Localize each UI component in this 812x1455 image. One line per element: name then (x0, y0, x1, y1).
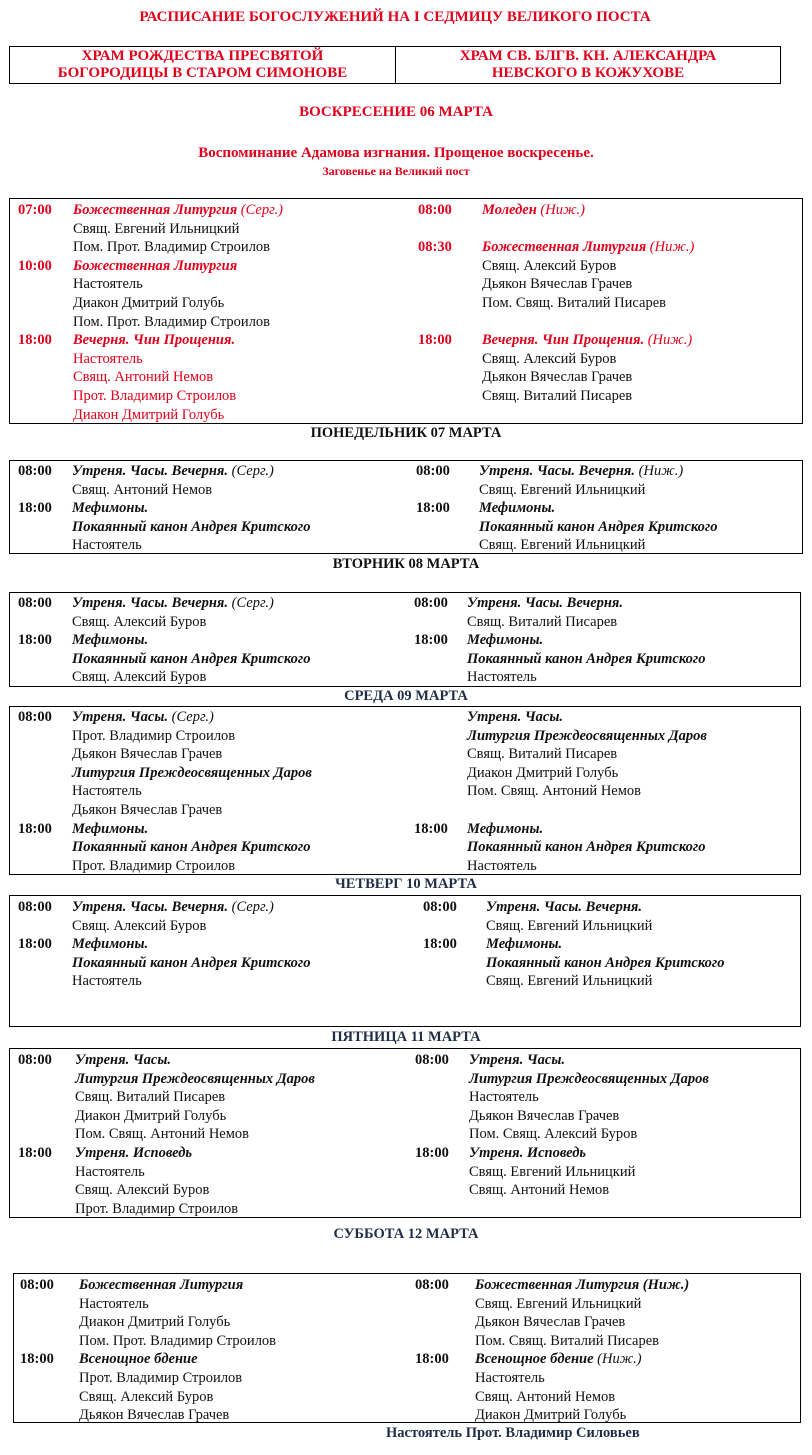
tue-left-row (72, 613, 206, 632)
clergy-name: Свящ. Алексий Буров (79, 1388, 214, 1405)
clergy-name: Свящ. Антоний Немов (72, 481, 213, 498)
clergy-name: Диакон Дмитрий Голубь (73, 406, 225, 423)
clergy-name: Свящ. Алексий Буров (482, 257, 617, 274)
clergy-name: Свящ. Алексий Буров (72, 613, 207, 630)
thu-right-time: 18:00 (423, 936, 457, 953)
tue-right-row (467, 631, 543, 650)
clergy-name: Настоятель (467, 857, 537, 874)
fri-right-row (469, 1144, 586, 1163)
service-name: Божественная Литургия (73, 257, 238, 274)
sat-left-row (79, 1388, 213, 1407)
clergy-name: Свящ. Евгений Ильницкий (479, 537, 646, 554)
fri-left-time: 08:00 (18, 1052, 52, 1068)
sun-left-row (73, 350, 143, 369)
footer-rector: Настоятель Прот. Владимир Силовьев (386, 1425, 640, 1441)
mon-right-row (479, 481, 645, 500)
fri-left-row (75, 1107, 226, 1126)
wed-left-row (72, 820, 148, 839)
page-title: РАСПИСАНИЕ БОГОСЛУЖЕНИЙ НА I СЕДМИЦУ ВЕЛИКОГО ПОСТА (139, 9, 651, 25)
sat-right-time: 18:00 (415, 1351, 449, 1368)
clergy-name: Настоятель (73, 276, 143, 293)
tue-right-row (467, 668, 537, 687)
clergy-name: Пом. Свящ. Антоний Немов (467, 783, 641, 800)
service-name: Мефимоны. (467, 820, 544, 837)
wed-left-row (72, 857, 235, 876)
clergy-name: Свящ. Алексий Буров (72, 669, 207, 686)
clergy-name: Свящ. Виталий Писарев (467, 613, 618, 630)
sat-right-row (475, 1332, 659, 1351)
temple-note: (Серг.) (168, 709, 214, 725)
temple-note: (Ниж.) (593, 1351, 642, 1368)
sat-right-row (475, 1406, 626, 1425)
fri-right-time: 08:00 (415, 1052, 449, 1068)
sat-right-row (475, 1369, 545, 1388)
service-name: Утреня. Часы. Вечерня. (486, 899, 643, 915)
thu-right-row (486, 935, 562, 954)
sun-left-row (73, 406, 224, 425)
tue-left-row (72, 631, 148, 650)
clergy-name: Прот. Владимир Строилов (75, 1200, 239, 1217)
service-name: Утреня. Часы. (75, 1052, 172, 1068)
service-name: Покаянный канон Андрея Критского (72, 954, 311, 971)
mon-left-row (72, 462, 274, 481)
church-right-line-2: НЕВСКОГО В КОЖУХОВЕ (491, 65, 685, 81)
fri-left-row (75, 1144, 192, 1163)
service-name: Покаянный канон Андрея Критского (467, 650, 706, 667)
mon-right-row (479, 536, 645, 555)
service-name: Литургия Преждеосвященных Даров (75, 1070, 315, 1087)
sun-left-row (73, 238, 270, 257)
mon-right-time: 18:00 (416, 500, 450, 517)
temple-note: (Ниж.) (646, 239, 695, 256)
sat-left-row (79, 1350, 198, 1369)
service-name: Мефимоны. (72, 820, 149, 837)
fri-right-time: 18:00 (415, 1145, 449, 1161)
wed-left-row (72, 838, 311, 857)
sun-left-row (73, 313, 270, 332)
mon-left-row (72, 499, 148, 518)
wed-right-row (467, 745, 617, 764)
clergy-name: Пом. Свящ. Виталий Писарев (482, 295, 666, 311)
temple-note: (Ниж.) (644, 332, 693, 349)
sun-left-row (73, 294, 224, 313)
clergy-name: Диакон Дмитрий Голубь (475, 1407, 627, 1424)
church-left-cell (10, 47, 396, 83)
sun-left-row (73, 257, 237, 276)
day-title-thursday: ЧЕТВЕРГ 10 МАРТА (335, 876, 477, 892)
sun-right-time: 08:30 (418, 239, 452, 256)
service-name: Утреня. Часы. Вечерня. (72, 463, 229, 479)
sun-left-row (73, 331, 235, 350)
sat-right-row (475, 1313, 625, 1332)
fri-left-row (75, 1181, 209, 1200)
service-name: Покаянный канон Андрея Критского (467, 839, 706, 856)
clergy-name: Прот. Владимир Строилов (72, 857, 236, 874)
thu-left-row (72, 917, 206, 936)
sat-left-row (79, 1295, 149, 1314)
service-name: Мефимоны. (479, 500, 556, 517)
fri-right-row (469, 1107, 619, 1126)
sun-left-row (73, 275, 143, 294)
fri-right-row (469, 1070, 709, 1089)
wed-left-row (72, 727, 235, 746)
fri-left-row (75, 1070, 315, 1089)
wed-right-row (467, 727, 707, 746)
service-name: Мефимоны. (72, 936, 149, 953)
tue-left-row (72, 668, 206, 687)
mon-right-row (479, 499, 555, 518)
clergy-name: Свящ. Виталий Писарев (75, 1089, 226, 1106)
sunday-subtitle: Заговенье на Великий пост (322, 164, 470, 178)
clergy-name: Пом. Свящ. Виталий Писарев (475, 1332, 659, 1349)
tue-right-time: 08:00 (414, 595, 448, 611)
clergy-name: Свящ. Антоний Немов (475, 1388, 616, 1405)
day-title-tuesday: ВТОРНИК 08 МАРТА (332, 556, 480, 572)
service-name: Утреня. Часы. Вечерня. (72, 595, 229, 611)
sat-right-row (475, 1388, 615, 1407)
sat-left-row (79, 1369, 242, 1388)
service-name: Утреня. Исповедь (75, 1145, 193, 1161)
fri-right-row (469, 1181, 609, 1200)
wed-left-time: 18:00 (18, 820, 52, 837)
sun-right-row (482, 257, 616, 276)
thu-right-row (486, 917, 652, 936)
service-name: Вечерня. Чин Прощения. (73, 332, 236, 349)
clergy-name: Дьякон Вячеслав Грачев (79, 1407, 230, 1424)
sun-right-row (482, 275, 632, 294)
service-name: Вечерня. Чин Прощения. (482, 332, 645, 349)
thu-left-time: 18:00 (18, 936, 52, 953)
fri-left-time: 18:00 (18, 1145, 52, 1161)
clergy-name: Настоятель (72, 537, 142, 554)
sun-right-time: 18:00 (418, 332, 452, 349)
sat-right-row (475, 1295, 641, 1314)
service-name: Покаянный канон Андрея Критского (72, 518, 311, 535)
clergy-name: Свящ. Евгений Ильницкий (73, 220, 240, 237)
sat-left-row (79, 1276, 243, 1295)
clergy-name: Свящ. Антоний Немов (469, 1182, 610, 1199)
service-name: Покаянный канон Андрея Критского (486, 954, 725, 971)
service-name: Утреня. Часы. (467, 709, 564, 725)
service-name: Утреня. Часы. Вечерня. (467, 595, 624, 611)
wed-right-row (467, 708, 563, 727)
service-name: Покаянный канон Андрея Критского (72, 650, 311, 667)
sat-right-time: 08:00 (415, 1277, 449, 1293)
temple-note: (Ниж.) (635, 463, 684, 479)
clergy-name: Свящ. Виталий Писарев (482, 388, 633, 404)
fri-left-row (75, 1051, 171, 1070)
service-name: Всенощное бдение (475, 1351, 594, 1368)
fri-right-row (469, 1163, 635, 1182)
clergy-name: Диакон Дмитрий Голубь (73, 295, 225, 311)
tue-right-time: 18:00 (414, 632, 448, 649)
temple-note: (Серг.) (237, 202, 284, 218)
fri-left-row (75, 1088, 225, 1107)
mon-left-row (72, 536, 142, 555)
clergy-name: Пом. Прот. Владимир Строилов (73, 313, 271, 330)
sun-left-time: 07:00 (18, 202, 52, 218)
clergy-name: Прот. Владимир Строилов (73, 388, 237, 404)
sat-right-row (475, 1276, 689, 1295)
clergy-name: Свящ. Евгений Ильницкий (469, 1163, 636, 1180)
day-title-monday: ПОНЕДЕЛЬНИК 07 МАРТА (310, 425, 502, 441)
clergy-name: Дьякон Вячеслав Грачев (469, 1107, 620, 1124)
church-left-line-1: ХРАМ РОЖДЕСТВА ПРЕСВЯТОЙ (81, 48, 324, 64)
service-name: Мефимоны. (72, 500, 149, 517)
mon-left-row (72, 481, 212, 500)
clergy-name: Свящ. Антоний Немов (73, 369, 214, 386)
sun-right-row (482, 331, 692, 350)
service-name: Литургия Преждеосвященных Даров (469, 1070, 709, 1087)
temple-note: (Серг.) (228, 463, 274, 479)
tue-right-row (467, 650, 706, 669)
wed-right-time: 18:00 (414, 820, 448, 837)
service-name: Моледен (482, 202, 537, 218)
mon-right-row (479, 518, 718, 537)
clergy-name: Диакон Дмитрий Голубь (79, 1314, 231, 1331)
temple-note: (Серг.) (228, 899, 274, 915)
mon-right-time: 08:00 (416, 463, 450, 479)
mon-left-time: 08:00 (18, 463, 52, 479)
clergy-name: Настоятель (469, 1089, 539, 1106)
service-name: Всенощное бдение (79, 1351, 198, 1368)
service-name: Божественная Литургия (Ниж.) (475, 1277, 690, 1293)
wed-left-row (72, 801, 222, 820)
sun-left-time: 10:00 (18, 257, 52, 274)
service-name: Утреня. Часы. (72, 709, 169, 725)
service-name: Утреня. Часы. (469, 1052, 566, 1068)
sun-right-row (482, 350, 616, 369)
sun-right-time: 08:00 (418, 202, 452, 218)
thu-right-row (486, 898, 642, 917)
fri-right-row (469, 1125, 637, 1144)
clergy-name: Свящ. Алексий Буров (75, 1182, 210, 1199)
thu-right-time: 08:00 (423, 899, 457, 915)
clergy-name: Настоятель (79, 1295, 149, 1312)
service-name: Утреня. Исповедь (469, 1145, 587, 1161)
clergy-name: Дьякон Вячеслав Грачев (72, 802, 223, 818)
clergy-name: Диакон Дмитрий Голубь (75, 1107, 227, 1124)
clergy-name: Настоятель (73, 350, 143, 367)
service-name: Литургия Преждеосвященных Даров (72, 764, 312, 781)
sun-right-row (482, 387, 632, 406)
clergy-name: Свящ. Виталий Писарев (467, 746, 618, 763)
clergy-name: Пом. Свящ. Алексий Буров (469, 1126, 638, 1143)
fri-left-row (75, 1200, 238, 1219)
fri-right-row (469, 1051, 565, 1070)
service-name: Божественная Литургия (482, 239, 647, 256)
clergy-name: Свящ. Алексий Буров (482, 350, 617, 367)
clergy-name: Свящ. Евгений Ильницкий (475, 1295, 642, 1312)
sun-left-row (73, 368, 213, 387)
tue-left-time: 08:00 (18, 595, 52, 611)
day-title-wednesday: СРЕДА 09 МАРТА (344, 688, 468, 704)
wed-left-row (72, 782, 142, 801)
clergy-name: Прот. Владимир Строилов (72, 727, 236, 744)
wed-right-row (467, 838, 706, 857)
clergy-name: Пом. Прот. Владимир Строилов (79, 1332, 277, 1349)
service-name: Мефимоны. (72, 632, 149, 649)
thu-left-time: 08:00 (18, 899, 52, 915)
thu-left-row (72, 954, 311, 973)
service-name: Покаянный канон Андрея Критского (479, 518, 718, 535)
temple-note: (Ниж.) (536, 202, 585, 218)
tue-left-row (72, 650, 311, 669)
service-name: Литургия Преждеосвященных Даров (467, 727, 707, 744)
sun-left-row (73, 220, 239, 239)
wed-right-row (467, 764, 618, 783)
day-title-saturday: СУББОТА 12 МАРТА (333, 1226, 479, 1242)
clergy-name: Диакон Дмитрий Голубь (467, 764, 619, 781)
wed-right-row (467, 820, 543, 839)
service-name: Божественная Литургия (73, 202, 238, 218)
clergy-name: Свящ. Евгений Ильницкий (479, 481, 646, 498)
clergy-name: Настоятель (72, 973, 142, 990)
sun-right-row (482, 238, 694, 257)
clergy-name: Свящ. Евгений Ильницкий (486, 973, 653, 990)
sunday-feast: Воспоминание Адамова изгнания. Прощеное воскресенье. (198, 145, 594, 161)
clergy-name: Настоятель (467, 669, 537, 686)
service-name: Утреня. Часы. Вечерня. (479, 463, 636, 479)
wed-left-row (72, 708, 214, 727)
sat-left-time: 08:00 (20, 1277, 54, 1293)
sun-right-row (482, 294, 666, 313)
wed-left-time: 08:00 (18, 709, 52, 725)
sat-left-row (79, 1406, 229, 1425)
service-name: Мефимоны. (467, 632, 544, 649)
fri-right-row (469, 1088, 539, 1107)
clergy-name: Пом. Свящ. Антоний Немов (75, 1126, 249, 1143)
tue-left-time: 18:00 (18, 632, 52, 649)
day-title-friday: ПЯТНИЦА 11 МАРТА (331, 1029, 481, 1045)
temple-note: (Серг.) (228, 595, 274, 611)
sun-left-time: 18:00 (18, 332, 52, 349)
clergy-name: Настоятель (72, 783, 142, 800)
sun-right-row (482, 368, 632, 387)
service-name: Утреня. Часы. Вечерня. (72, 899, 229, 915)
church-left-line-2: БОГОРОДИЦЫ В СТАРОМ СИМОНОВЕ (57, 65, 348, 81)
thu-right-row (486, 954, 725, 973)
tue-right-row (467, 613, 617, 632)
thu-left-row (72, 972, 142, 991)
clergy-name: Дьякон Вячеслав Грачев (482, 369, 633, 386)
mon-left-time: 18:00 (18, 500, 52, 517)
clergy-name: Свящ. Алексий Буров (72, 917, 207, 934)
clergy-name: Прот. Владимир Строилов (79, 1370, 243, 1386)
tue-right-row (467, 594, 623, 613)
fri-left-row (75, 1163, 145, 1182)
sat-left-time: 18:00 (20, 1351, 54, 1368)
fri-left-row (75, 1125, 249, 1144)
clergy-name: Настоятель (75, 1163, 145, 1180)
sun-left-row (73, 387, 236, 406)
church-header-table (9, 46, 781, 84)
clergy-name: Дьякон Вячеслав Грачев (475, 1314, 626, 1331)
thu-left-row (72, 898, 274, 917)
sun-right-row (482, 201, 585, 220)
service-name: Божественная Литургия (79, 1277, 244, 1293)
clergy-name: Настоятель (475, 1370, 545, 1386)
thu-left-row (72, 935, 148, 954)
service-name: Мефимоны. (486, 936, 563, 953)
sat-left-row (79, 1332, 276, 1351)
sunday-day-title: ВОСКРЕСЕНИЕ 06 МАРТА (299, 104, 493, 120)
mon-right-row (479, 462, 683, 481)
clergy-name: Пом. Прот. Владимир Строилов (73, 239, 271, 256)
clergy-name: Дьякон Вячеслав Грачев (482, 276, 633, 293)
thu-right-row (486, 972, 652, 991)
wed-right-row (467, 782, 641, 801)
sat-left-row (79, 1313, 230, 1332)
sat-right-row (475, 1350, 642, 1369)
clergy-name: Дьякон Вячеслав Грачев (72, 746, 223, 763)
service-name: Покаянный канон Андрея Критского (72, 839, 311, 856)
mon-left-row (72, 518, 311, 537)
wed-left-row (72, 745, 222, 764)
church-right-cell (396, 47, 780, 83)
wed-right-row (467, 857, 537, 876)
tue-left-row (72, 594, 274, 613)
clergy-name: Свящ. Евгений Ильницкий (486, 917, 653, 934)
wed-left-row (72, 764, 312, 783)
church-right-line-1: ХРАМ СВ. БЛГВ. КН. АЛЕКСАНДРА (459, 48, 717, 64)
sun-left-row (73, 201, 283, 220)
